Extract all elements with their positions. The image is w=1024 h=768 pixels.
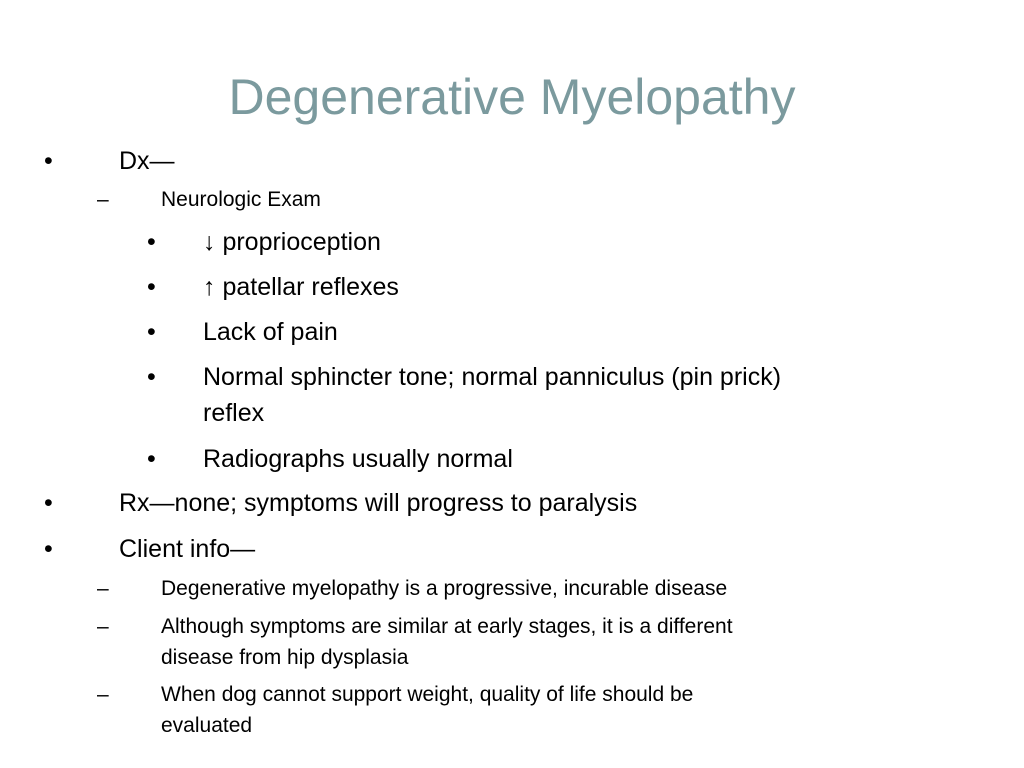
slide-title: Degenerative Myelopathy	[228, 69, 796, 125]
sub-bullet-text: ↑ patellar reflexes	[203, 273, 399, 301]
sub-item-text: Neurologic Exam	[161, 188, 321, 211]
bullet-icon: •	[147, 318, 156, 346]
dash-icon: –	[97, 683, 109, 706]
dash-icon: –	[97, 188, 109, 211]
sub-item-text-line2: evaluated	[161, 714, 253, 737]
bullet-icon: •	[147, 445, 156, 473]
bullet-text: Client info—	[119, 535, 256, 563]
bullet-icon: •	[147, 228, 156, 256]
dash-icon: –	[97, 577, 109, 600]
sub-item-text-line1: Although symptoms are similar at early stages, it is a different	[161, 615, 733, 638]
sub-item-text-line2: disease from hip dysplasia	[161, 646, 409, 669]
sub-item-text: Degenerative myelopathy is a progressive, incurable disease	[161, 577, 728, 600]
bullet-text: Dx—	[119, 147, 175, 175]
sub-bullet-text-line2: reflex	[203, 399, 265, 427]
bullet-text: Rx—none; symptoms will progress to paralysis	[119, 489, 638, 517]
sub-item-text-line1: When dog cannot support weight, quality of life should be	[161, 683, 694, 706]
bullet-icon: •	[44, 147, 53, 175]
dash-icon: –	[97, 615, 109, 638]
bullet-icon: •	[44, 489, 53, 517]
bullet-icon: •	[44, 535, 53, 563]
sub-bullet-text: Lack of pain	[203, 318, 338, 346]
bullet-icon: •	[147, 363, 156, 391]
sub-bullet-text: Radiographs usually normal	[203, 445, 513, 473]
bullet-icon: •	[147, 273, 156, 301]
sub-bullet-text-line1: Normal sphincter tone; normal panniculus (pin prick)	[203, 363, 782, 391]
sub-bullet-text: ↓ proprioception	[203, 228, 381, 256]
